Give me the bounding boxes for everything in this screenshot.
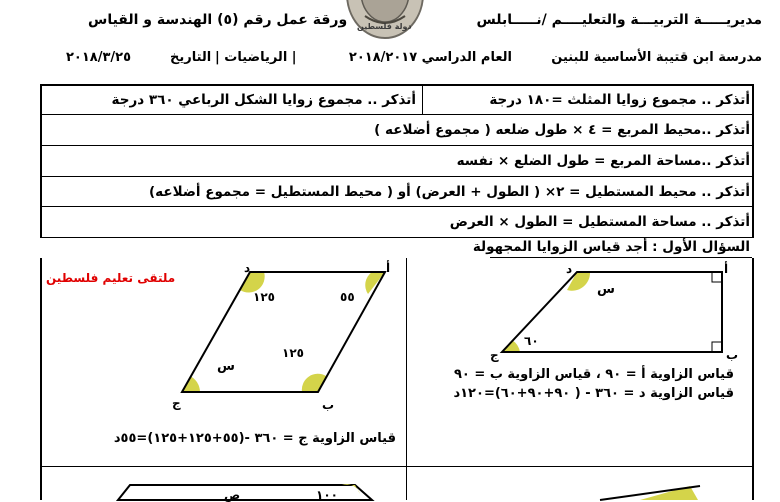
vertex-d-label: د [566, 262, 573, 276]
vertex-d-label: د [244, 261, 251, 275]
worksheet-title: ورقة عمل رقم (٥) الهندسة و القياس [88, 12, 348, 28]
date-value: ٢٠١٨/٣/٢٥ [66, 50, 132, 65]
angle-60-label: ٦٠ [524, 334, 539, 348]
reminder-rectangle-area: أتذكر .. مساحة المستطيل = الطول × العرض [449, 214, 750, 230]
reminder-triangle-angles: أتذكر .. مجموع زوايا المثلث =١٨٠ درجة [489, 92, 750, 108]
directorate-title: مديريـــــة التربيـــة والتعليــــم /نـــــابلس [476, 12, 762, 28]
logo-caption: دولة فلسطين [357, 22, 412, 31]
angle-s-label: س [597, 282, 615, 297]
reminder-rectangle-perimeter: أتذكر .. محيط المستطيل = ٢× ( الطول + العرض) أو ( محيط المستطيل = مجموع أضلاعه) [149, 184, 750, 200]
question-title: السؤال الأول : أجد قياس الزوايا المجهولة [472, 239, 750, 255]
angle-s-label: س [217, 359, 235, 374]
reminder-square-perimeter: أتذكر ..محيط المربع = ٤ × طول ضلعه ( مجموع أضلاعه ) [374, 122, 750, 138]
bottom-s-label: ص [224, 488, 241, 502]
school-year: العام الدراسي ٢٠١٨/٢٠١٧ [348, 50, 512, 65]
angle-55-label: ٥٥ [340, 290, 355, 304]
answer-right-2: قياس الزاوية د = ٣٦٠ - ( ٩٠+٩٠+٦٠)=١٢٠د [453, 386, 734, 401]
school-name: مدرسة ابن قتيبة الأساسية للبنين [551, 50, 762, 65]
vertex-b-label: ب [726, 348, 739, 362]
bottom-100-label: ١٠٠ [316, 488, 338, 502]
reminder-quadrilateral-angles: أتذكر .. مجموع زوايا الشكل الرباعي ٣٦٠ درجة [111, 92, 416, 108]
date-label: التاريخ [170, 50, 212, 65]
vertex-a-label: أ [386, 261, 391, 275]
reminder-square-area: أتذكر ..مساحة المربع = طول الضلع × نفسه [456, 153, 750, 169]
vertex-b-label: ب [322, 398, 335, 412]
vertex-j-label: ج [490, 348, 499, 362]
answer-right-1: قياس الزاوية أ = ٩٠ ، قياس الزاوية ب = ٩٠ [454, 367, 734, 382]
angle-125-top-label: ١٢٥ [253, 290, 275, 304]
angle-125-mid-label: ١٢٥ [282, 346, 304, 360]
watermark-text: ملتقى تعليم فلسطين [46, 271, 176, 285]
answer-left: قياس الزاوية ج = ٣٦٠ -(٥٥+١٢٥+١٢٥)=٥٥د [113, 431, 396, 446]
subject: | الرياضيات | [215, 50, 297, 65]
vertex-j-label: ج [172, 396, 181, 410]
vertex-a-label: أ [724, 262, 729, 276]
